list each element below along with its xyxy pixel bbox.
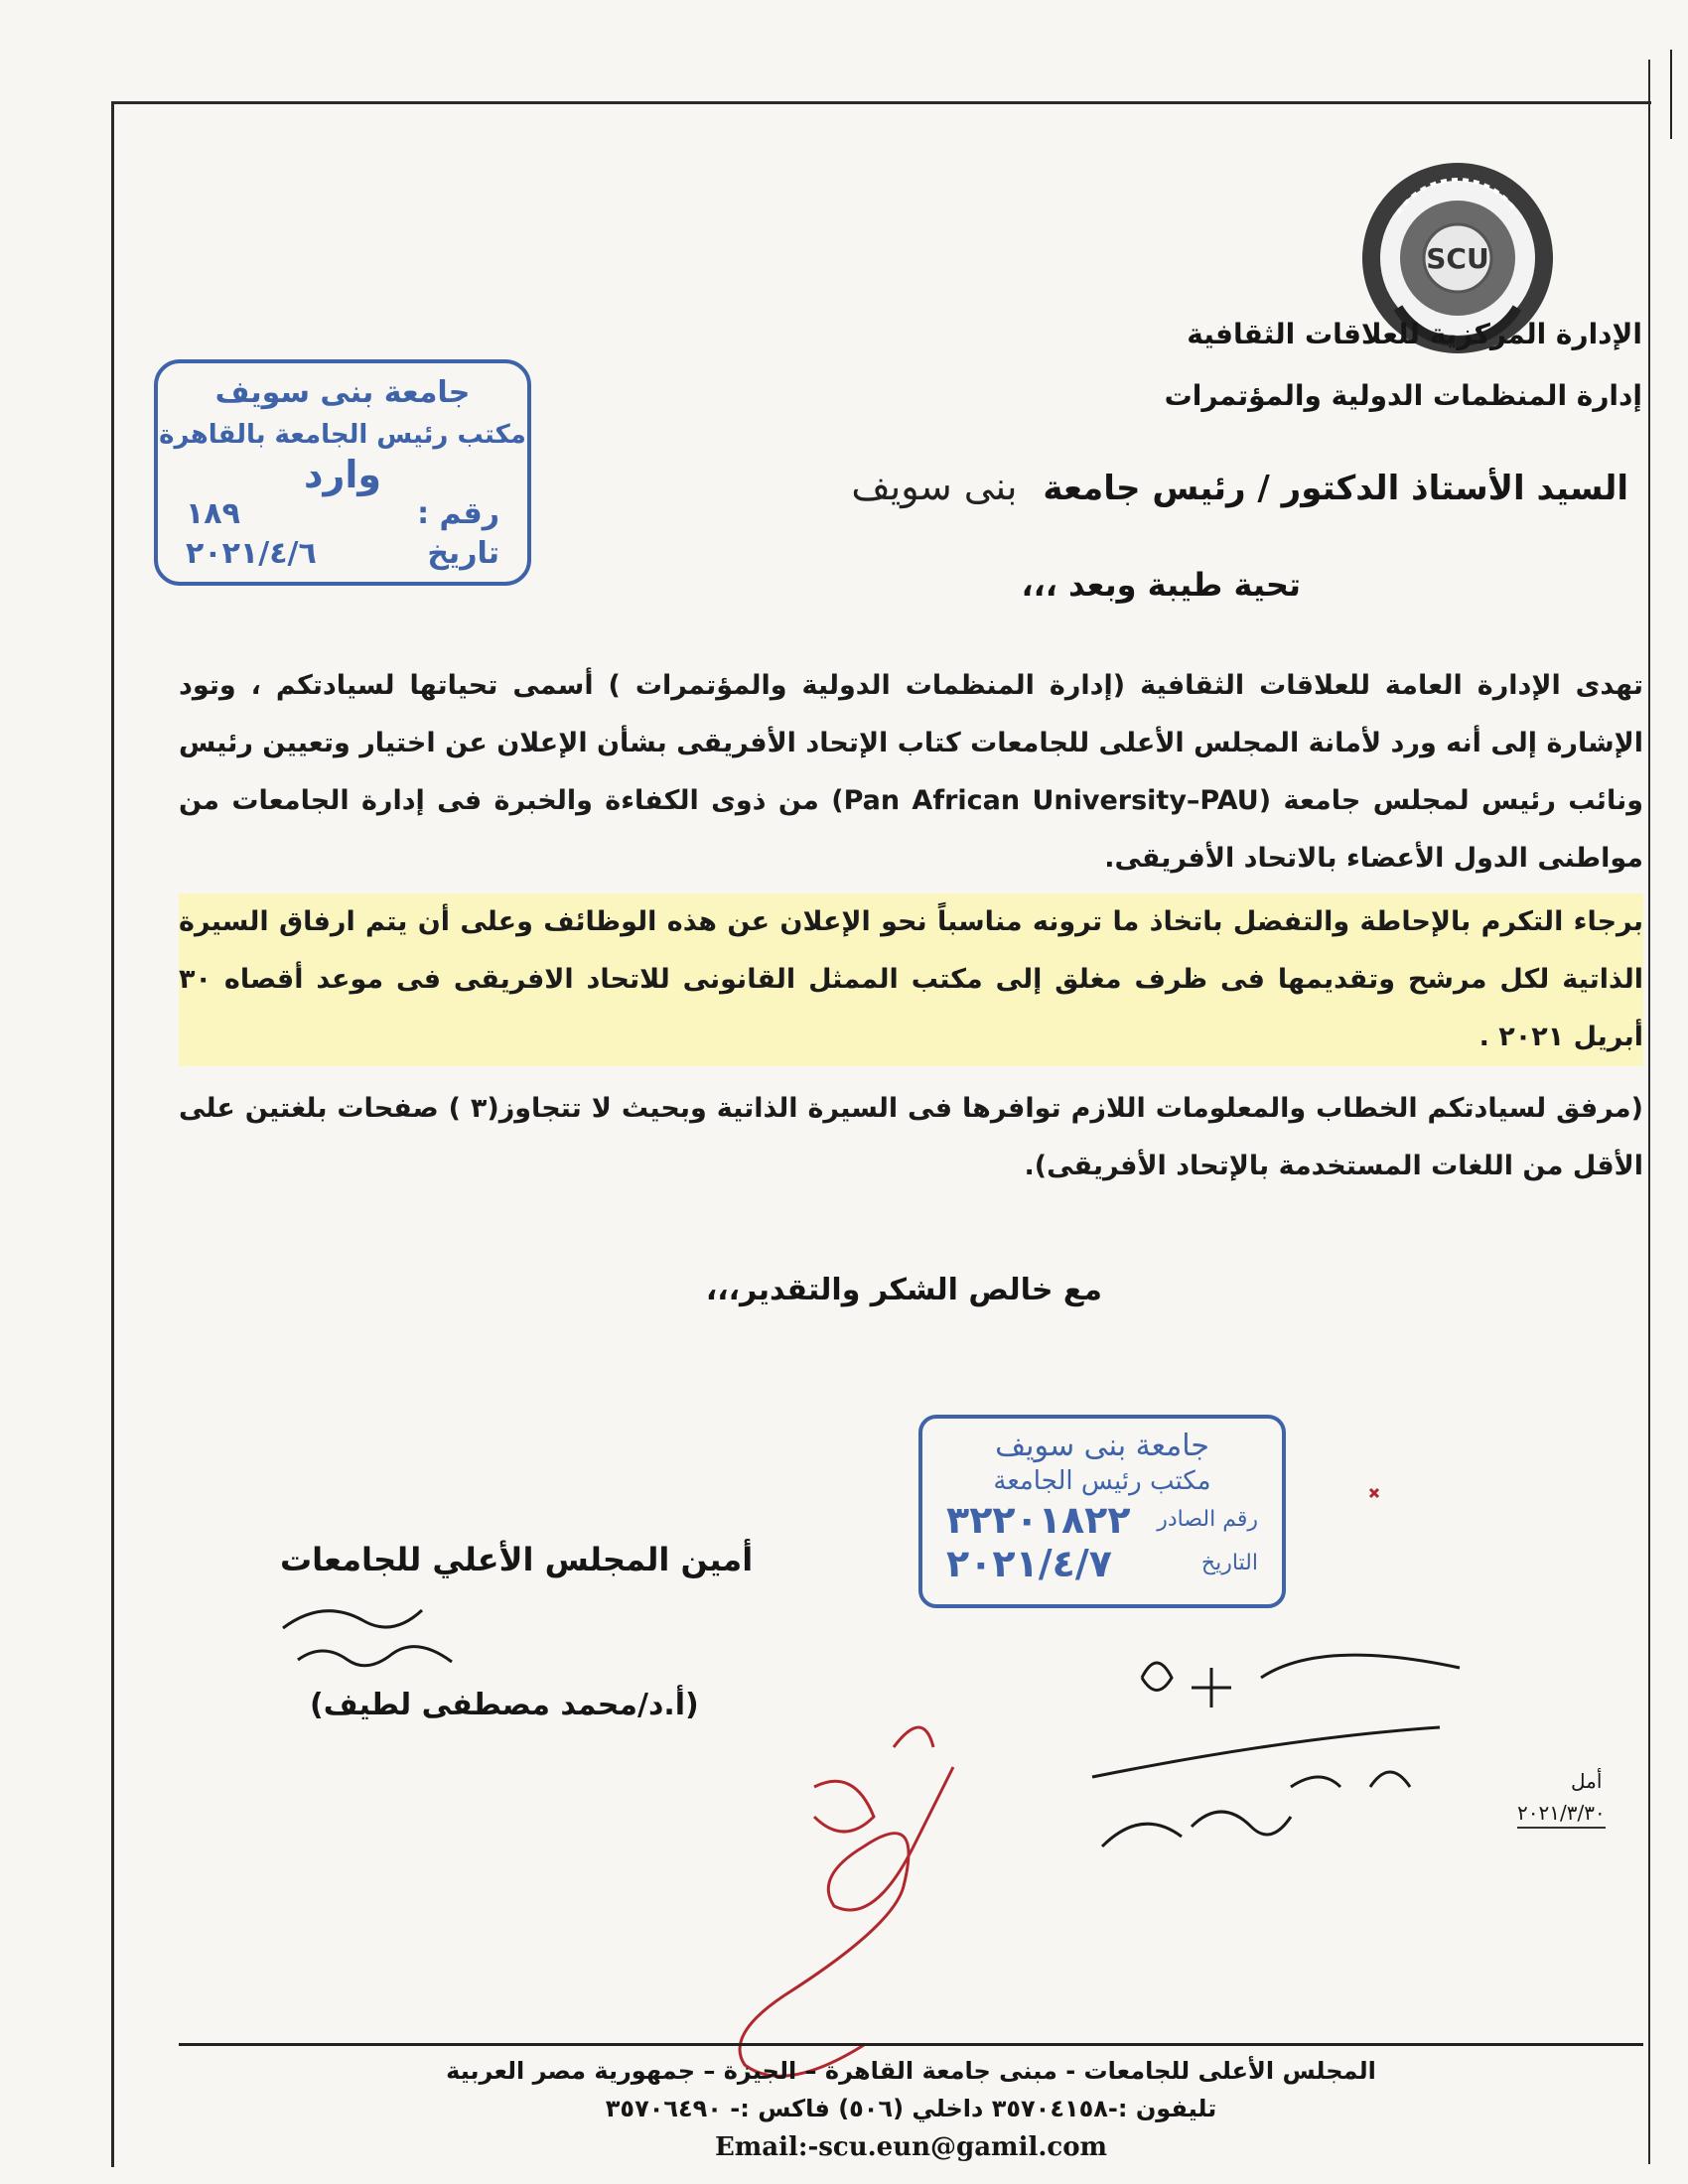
sub-department-name: إدارة المنظمات الدولية والمؤتمرات: [1164, 379, 1642, 412]
paragraph-text: تهدى الإدارة العامة للعلاقات الثقافية (إدارة المنظمات الدولية والمؤتمرات ) أسمى تحياتها لسيادتكم ، وتود الإشارة إلى أنه ورد لأمانة المجلس الأعلى للجامعات كتاب الإتحاد الأفريقى بشأن الإعلان عن اختيار وتعيين رئيس ونائب رئيس لمجلس جامعة (Pan African University–PAU) من ذوى الكفاءة والخبرة فى إدارة الجامعات من مواطنى الدول الأعضاء بالاتحاد الأفريقى.: [179, 670, 1644, 874]
body-paragraph-2: [179, 893, 1643, 1066]
footer-phone: تليفون :-٣٥٧٠٤١٥٨ داخلي (٥٠٦) فاكس :- ٣٥٧٠٦٤٩٠: [605, 2095, 1217, 2122]
body-paragraph-1: [179, 657, 1643, 887]
recipient-line: [851, 465, 1628, 508]
recipient-title: السيد الأستاذ الدكتور / رئيس جامعة: [1043, 469, 1628, 508]
body-paragraph-3: [179, 1080, 1643, 1195]
stamp-date-value: ٢٠٢١/٤/٧: [946, 1542, 1112, 1585]
footer-rule: [179, 2043, 1643, 2046]
stamp-date-value: ٢٠٢١/٤/٦: [186, 536, 317, 571]
closing-line: مع خالص الشكر والتقدير،،،: [705, 1273, 1102, 1307]
paragraph-text: (مرفق لسيادتكم الخطاب والمعلومات اللازم توافرها فى السيرة الذاتية وبحيث لا تتجاوز(٣ ) صفحات بلغتين على الأقل من اللغات المستخدمة بالإتحاد الأفريقى).: [179, 1093, 1643, 1181]
reference-initials: أمل: [1571, 1769, 1603, 1793]
department-name: الإدارة المركزية للعلاقات الثقافية: [1187, 318, 1642, 350]
footer-email: Email:-scu.eun@gamil.com: [714, 2132, 1108, 2162]
stamp-number-value: ١٨٩: [186, 496, 240, 531]
stamp-line-1: جامعة بنى سويف: [995, 1429, 1209, 1463]
stamp-line-1: جامعة بنى سويف: [214, 375, 471, 410]
stamp-date-row: [922, 1542, 1282, 1585]
stamp-date-label: التاريخ: [1200, 1551, 1258, 1575]
stamp-date-row: [158, 534, 527, 574]
footer-address: المجلس الأعلى للجامعات - مبنى جامعة القاهرة – الجيزة – جمهورية مصر العربية: [446, 2057, 1376, 2085]
signatory-title: أمين المجلس الأعلي للجامعات: [280, 1541, 754, 1578]
stamp-line-2: مكتب رئيس الجامعة بالقاهرة: [159, 420, 526, 450]
stamp-date-label: تاريخ: [427, 536, 499, 571]
stamp-line-3: وارد: [303, 453, 382, 496]
signatory-name: (أ.د/محمد مصطفى لطيف): [310, 1688, 699, 1722]
greeting: تحية طيبة وبعد ،،،: [1021, 566, 1301, 604]
paragraph-text: برجاء التكرم بالإحاطة والتفضل باتخاذ ما ترونه مناسباً نحو الإعلان عن هذه الوظائف وعلى أن يتم ارفاق السيرة الذاتية لكل مرشح وتقديمها فى ظرف مغلق إلى مكتب الممثل القانونى للاتحاد الافريقى فى موعد أقصاه ٣٠ أبريل ٢٠٢١ .: [179, 893, 1643, 1066]
svg-text:SCU: SCU: [1426, 242, 1489, 275]
incoming-stamp: [154, 359, 531, 586]
stamp-number-label: رقم الصادر: [1157, 1507, 1258, 1532]
stamp-line-2: مكتب رئيس الجامعة: [993, 1466, 1211, 1496]
reference-date: ٢٠٢١/٣/٣٠: [1517, 1801, 1606, 1829]
stamp-number-label: رقم :: [417, 496, 499, 531]
stamp-number-row: [922, 1498, 1282, 1542]
stamp-number-row: [158, 494, 527, 534]
page-border-right: [1648, 60, 1650, 2164]
president-office-stamp: [918, 1415, 1286, 1608]
corner-mark: [1670, 50, 1672, 139]
stamp-number-value: ٣٢٢٠١٨٢٢: [946, 1498, 1131, 1542]
recipient-handwritten: بنى سويف: [851, 465, 1018, 508]
